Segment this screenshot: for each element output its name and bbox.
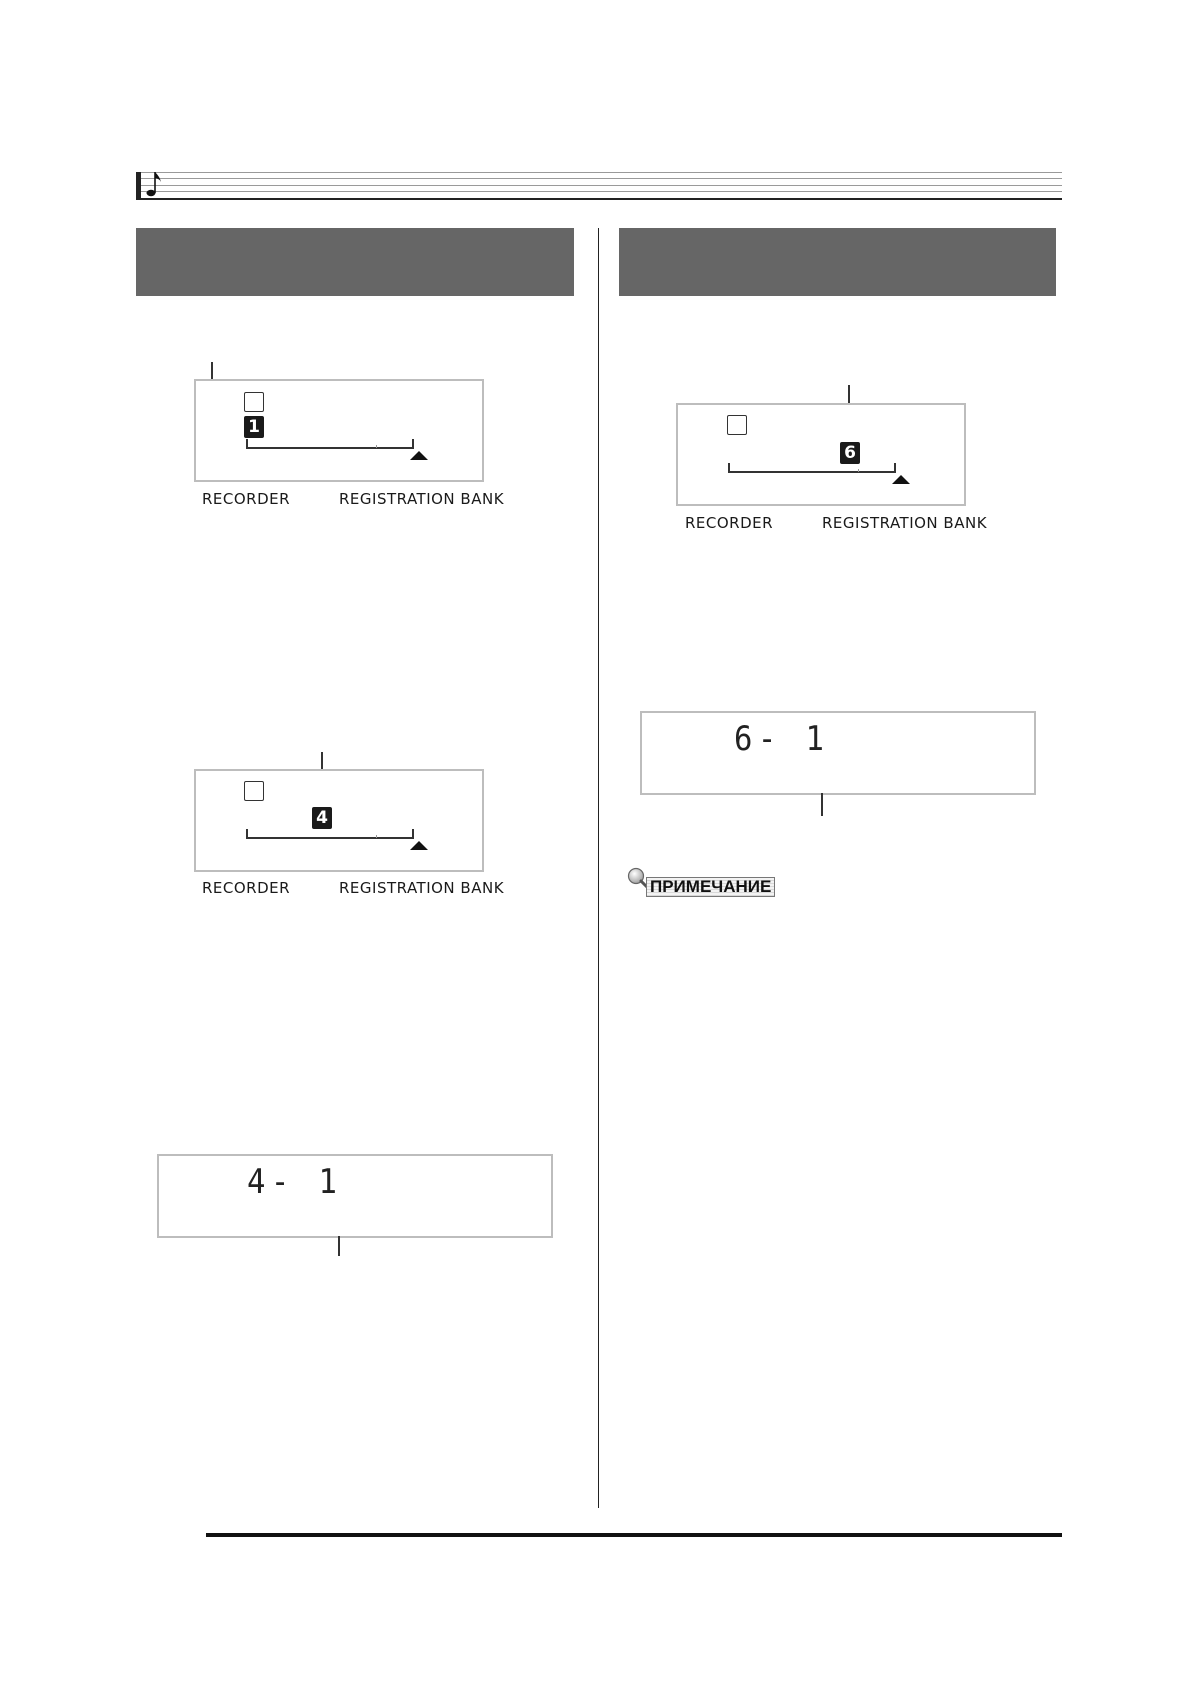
scale-tick [246, 829, 248, 837]
section-header-right [619, 228, 1056, 296]
registration-bank-label: REGISTRATION BANK [339, 490, 505, 508]
bank-number-indicator: 1 [244, 416, 264, 438]
scale-mark [376, 445, 377, 448]
recorder-label: RECORDER [202, 879, 291, 897]
pointer-triangle-icon [410, 451, 428, 460]
scale-tick [728, 463, 730, 471]
scale-mark [858, 469, 859, 472]
recorder-indicator-square [244, 392, 264, 412]
staff-line-4 [136, 191, 1062, 192]
eighth-note-icon [146, 170, 164, 198]
section-header-left [136, 228, 574, 296]
callout-leader [821, 793, 823, 816]
registration-bank-label: REGISTRATION BANK [822, 514, 988, 532]
recorder-indicator-square [244, 781, 264, 801]
scale-mark [376, 835, 377, 838]
indicator-scale [246, 837, 414, 839]
pointer-triangle-icon [410, 841, 428, 850]
staff-start-bar [136, 172, 141, 200]
recorder-indicator-square [727, 415, 747, 435]
footer-rule [206, 1533, 1062, 1537]
indicator-scale [728, 471, 896, 473]
scale-tick [412, 439, 414, 447]
bank-number-indicator: 6 [840, 442, 860, 464]
note-label: ПРИМЕЧАНИЕ [646, 877, 775, 897]
segment-readout: 6- 1 [734, 719, 830, 759]
indicator-scale [246, 447, 414, 449]
staff-line-5 [136, 198, 1062, 200]
staff-line-3 [136, 185, 1062, 186]
segment-lcd-panel [157, 1154, 553, 1238]
staff-line-2 [136, 178, 1062, 179]
recorder-label: RECORDER [202, 490, 291, 508]
scale-tick [246, 439, 248, 447]
scale-tick [894, 463, 896, 471]
segment-readout: 4- 1 [247, 1162, 343, 1202]
lcd-panel [676, 403, 966, 506]
scale-tick [412, 829, 414, 837]
recorder-label: RECORDER [685, 514, 774, 532]
lcd-panel [194, 379, 484, 482]
bank-number-indicator: 4 [312, 807, 332, 829]
registration-bank-label: REGISTRATION BANK [339, 879, 505, 897]
staff-line-1 [136, 172, 1062, 173]
lcd-panel [194, 769, 484, 872]
column-divider [598, 228, 599, 1508]
note-badge [626, 867, 796, 895]
segment-lcd-panel [640, 711, 1036, 795]
callout-leader [338, 1236, 340, 1256]
pointer-triangle-icon [892, 475, 910, 484]
